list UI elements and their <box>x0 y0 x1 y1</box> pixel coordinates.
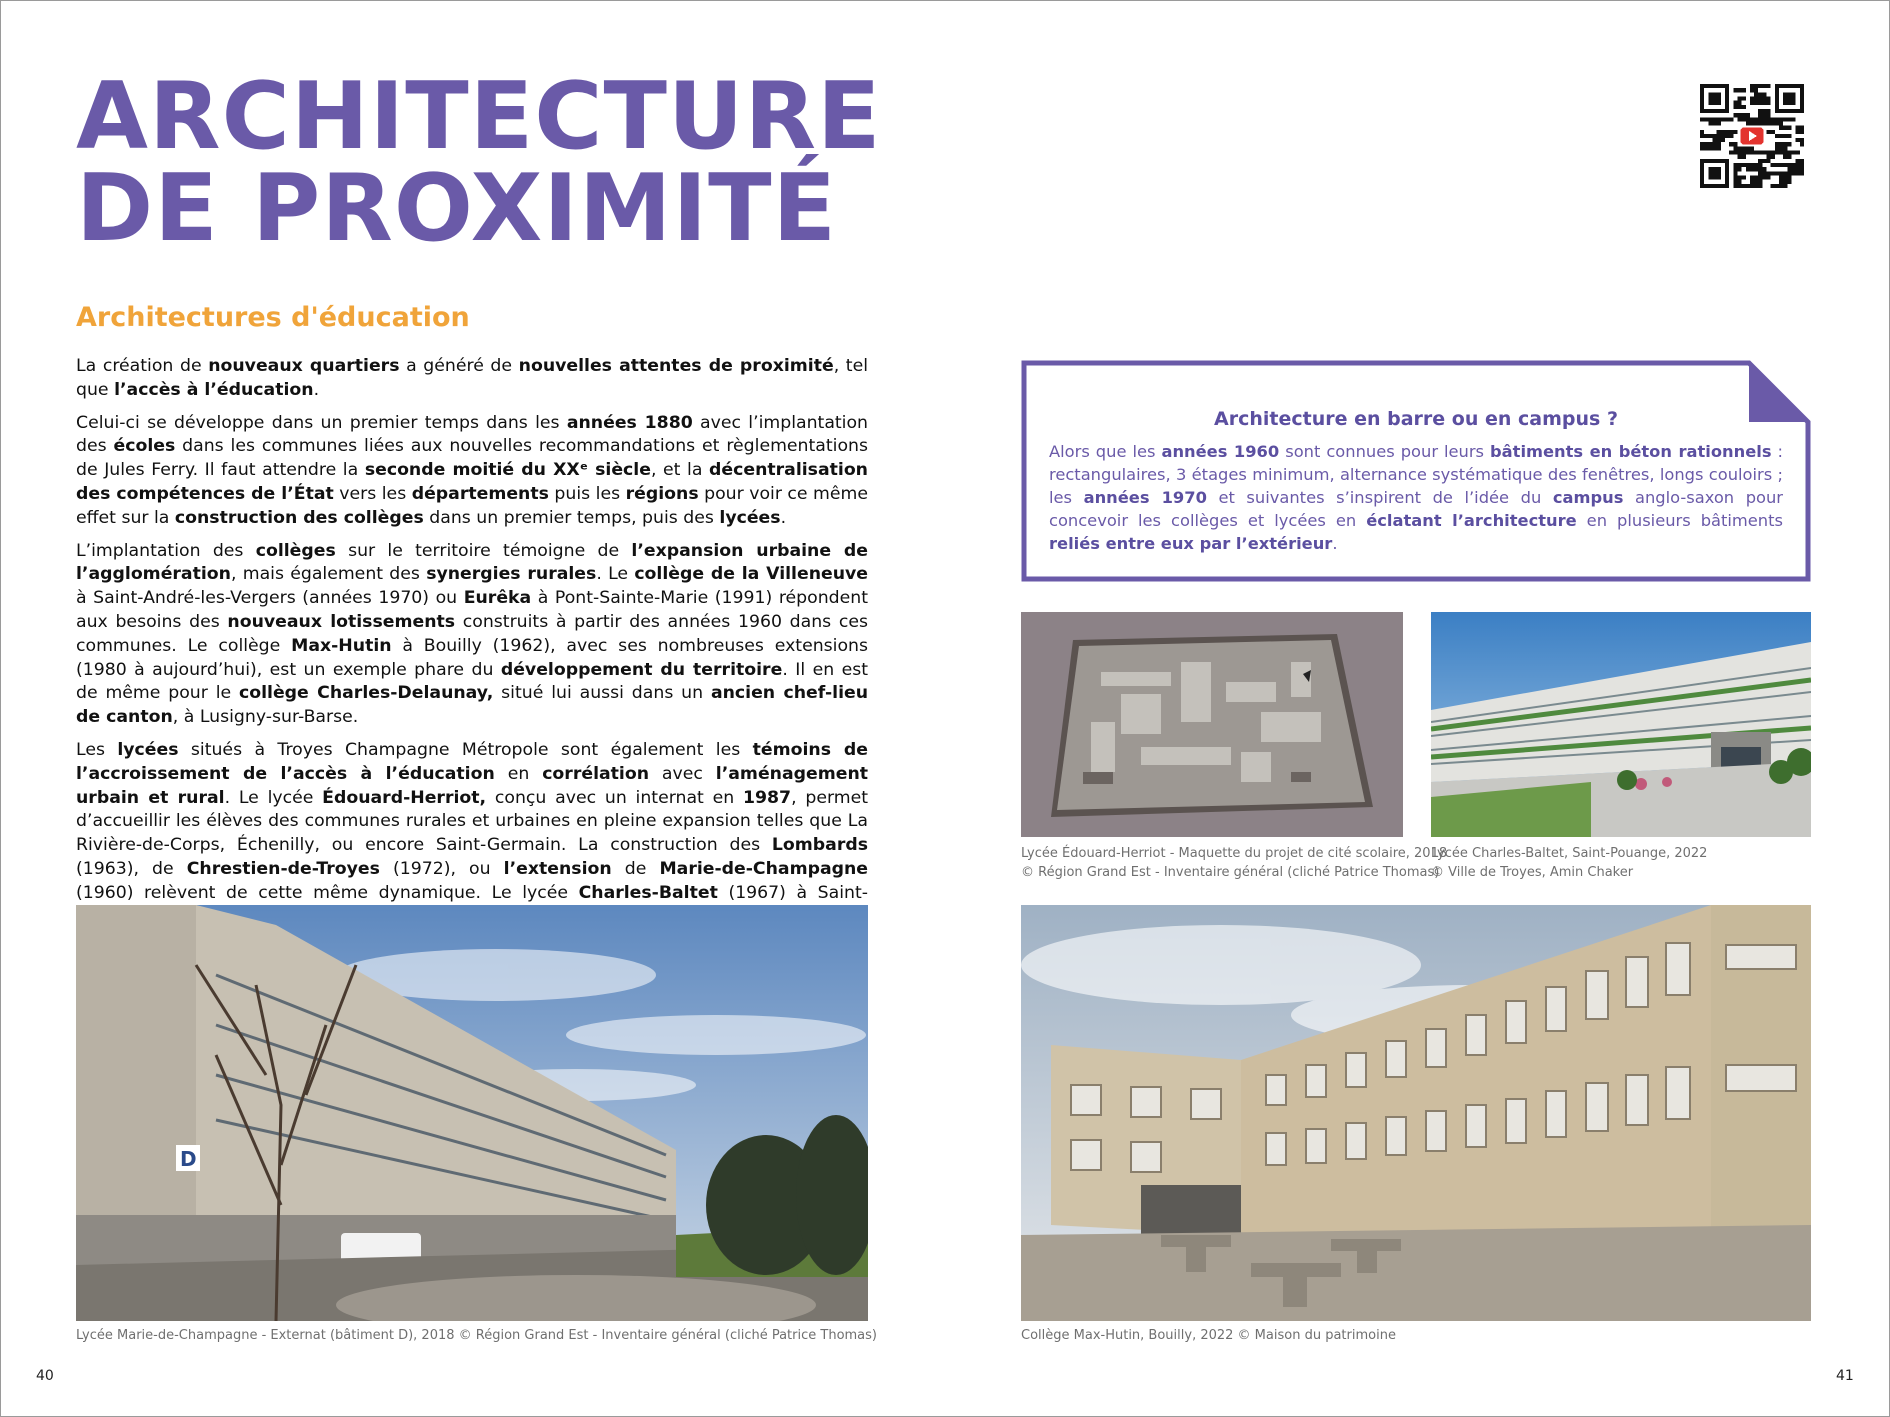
qr-code-icon[interactable] <box>1700 84 1804 188</box>
paragraph: La création de nouveaux quartiers a généré de nouvelles attentes de proximité, tel que l’accès à l’éducation. <box>76 356 868 400</box>
body-text <box>76 355 868 962</box>
caption-marie <box>76 1326 877 1345</box>
photo-marie-de-champagne <box>76 905 868 1321</box>
caption-line: Lycée Charles-Baltet, Saint-Pouange, 2022 <box>1431 846 1708 861</box>
caption-line: Collège Max-Hutin, Bouilly, 2022 © Maison du patrimoine <box>1021 1328 1396 1343</box>
callout-box <box>1021 360 1811 582</box>
callout-title: Architecture en barre ou en campus ? <box>1214 408 1618 430</box>
photo-max-hutin <box>1021 905 1811 1321</box>
title-line-1: ARCHITECTURE <box>76 62 882 170</box>
page-number-right: 41 <box>1836 1368 1854 1384</box>
building-letter: D <box>180 1147 197 1171</box>
caption-baltet <box>1431 844 1707 882</box>
photo-herriot-model <box>1021 612 1403 837</box>
paragraph: Celui-ci se développe dans un premier temps dans les années 1880 avec l’implantation des écoles dans les communes liées aux nouvelles recommandations et règlementations de Jules Ferry. Il faut attendre la seconde moitié du XXᵉ siècle, et la décentralisation des compétences de l’État vers les départements puis les régions pour voir ce même effet sur la construction des collèges dans un premier temps, puis des lycées. <box>76 412 869 528</box>
paragraph: Les lycées situés à Troyes Champagne Métropole sont également les témoins de l’accroissement de l’accès à l’éducation en corrélation avec l’aménagement urbain et rural. Le lycée Édouard-Herriot, conçu avec un internat en 1987, permet d’accueillir les élèves des communes rurales et urbaines en pleine expansion telles que La Rivière-de-Corps, Échenilly, ou encore Saint-Germain. La construction des Lombards (1963), de Chrestien-de-Troyes (1972), ou l’extension de Marie-de-Champagne (1960) relèvent de cette même dynamique. Le lycée Charles-Baltet (1967) à Saint- <box>76 739 869 903</box>
photo-charles-baltet <box>1431 612 1811 837</box>
page-title <box>76 62 882 262</box>
paragraph: L’implantation des collèges sur le territoire témoigne de l’expansion urbaine de l’agglomération, mais également des synergies rurales. Le collège de la Villeneuve à Saint-André-les-Vergers (années 1970) ou Eurêka à Pont-Sainte-Marie (1991) répondent aux besoins des nouveaux lotissements construits à partir des années 1960 dans ces communes. Le collège Max-Hutin à Bouilly (1962), avec ses nombreuses extensions (1980 à aujourd’hui), est un exemple phare du développement du territoire. Il en est de même pour le collège Charles-Delaunay, situé lui aussi dans un ancien chef-lieu de canton, à Lusigny-sur-Barse. <box>76 540 869 728</box>
title-line-2: DE PROXIMITÉ <box>76 154 838 262</box>
caption-herriot <box>1021 844 1447 882</box>
page-number-left: 40 <box>36 1368 54 1384</box>
caption-line: © Ville de Troyes, Amin Chaker <box>1431 865 1634 880</box>
caption-line: © Région Grand Est - Inventaire général (cliché Patrice Thomas) <box>1021 865 1440 880</box>
caption-max-hutin <box>1021 1326 1396 1345</box>
section-subtitle: Architectures d'éducation <box>76 302 470 333</box>
youtube-play-icon <box>1738 126 1765 147</box>
callout-text: Alors que les années 1960 sont connues pour leurs bâtiments en béton rationnels : rectangulaires, 3 étages minimum, alternance systématique des fenêtres, longs couloirs ; les années 1970 et suivantes s’inspirent de l’idée du campus anglo-saxon pour concevoir les collèges et lycées en éclatant l’architecture en plusieurs bâtiments reliés entre eux par l’extérieur. <box>1049 442 1783 553</box>
caption-line: Lycée Marie-de-Champagne - Externat (bâtiment D), 2018 © Région Grand Est - Inventaire général (cliché Patrice Thomas) <box>76 1328 877 1343</box>
caption-line: Lycée Édouard-Herriot - Maquette du projet de cité scolaire, 2018 <box>1021 846 1448 861</box>
